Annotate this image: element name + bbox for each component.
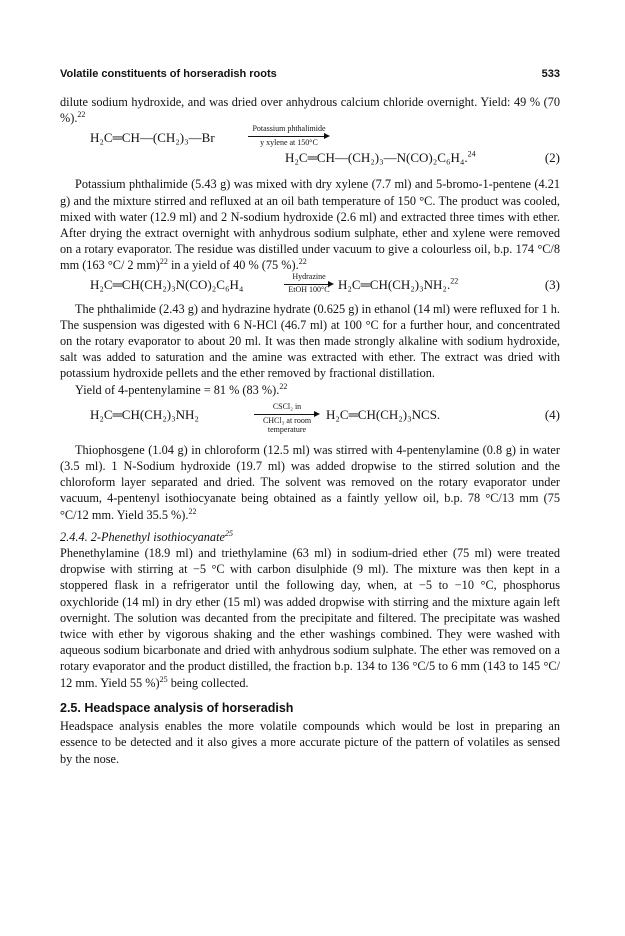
- paragraph-phthalimide: Potassium phthalimide (5.43 g) was mixed with dry xylene (7.7 ml) and 5-bromo-1-pentene (4.21 g) and the mixture stirred and refluxed at an oil bath temperature of 150 °C. The product was cooled, mixed with water (12.9 ml) and 2 N-sodium hydroxide (2.6 ml) and extracted three times with ether. After drying the extract overnight with anhydrous sodium sulphate, ether and xylene were removed on a rotary evaporator. The residue was distilled under vacuum to give a colourless oil, b.p. 174 °C/8 mm (163 °C/ 2 mm)$^{22}$ in a yield of 40 % (75 %).$^{22}$: [60, 177, 560, 273]
- section-heading-2-5: 2.5. Headspace analysis of horseradish: [60, 700, 294, 715]
- eq4-product: H₂C═CH(CH₂)₃NCS.: [326, 406, 441, 422]
- eq4-arrow: [254, 414, 318, 415]
- eq4-reagent-bottom: CHCl₃ at room: [262, 415, 312, 425]
- paragraph-thiophosgene: Thiophosgene (1.04 g) in chloroform (12.5 ml) was stirred with 4-pentenylamine (0.8 g) in water (3.5 ml). 1 N-Sodium hydroxide (19.7 ml) was added dropwise to the stirred solution and the chloroform layer separated and dried. The solvent was removed on the rotary evaporator under vacuum, 4-pentenyl isothiocyanate being obtained as a faintly yellow oil, b.p. 78 °C/13 mm (75 °C/12 mm. Yield 35.5 %).$^{22}$: [60, 442, 560, 522]
- article-body: [60, 94, 560, 767]
- running-header: [60, 68, 560, 84]
- eq2-product: H₂C═CH—(CH₂)₃—N(CO)₂C₆H₄.$^{24}$: [285, 150, 476, 166]
- eq2-arrow: [248, 136, 328, 137]
- paragraph-hydrazine: The phthalimide (2.43 g) and hydrazine hydrate (0.625 g) in ethanol (14 ml) were refluxed for 1 h. The suspension was digested with 6 N-HCl (46.7 ml) at 100 °C for a further hour, and concentrated on the rotary evaporator to about 20 ml. It was then made strongly alkaline with sodium hydroxide, salt was added to saturation and the amine was extracted with ether. The extract was dried with potassium hydroxide pellets and the ether removed by fractional distillation.: [60, 301, 560, 381]
- running-title: Volatile constituents of horseradish roots: [60, 68, 277, 80]
- paragraph-phenethylamine: Phenethylamine (18.9 ml) and triethylamine (63 ml) in sodium-dried ether (75 ml) were treated dropwise with stirring at −5 °C with carbon disulphide (9 ml). The mixture was then kept in a stoppered flask in a refrigerator until the following day, when, at −5 to −10 °C, phosphorus oxychloride (14 ml) in dry ether (15 ml) was added dropwise with stirring and the mixture again left overnight. The solution was decanted from the precipitate and filtered. The precipitate was washed twice with ether by vigorous shaking and the ether washings combined. They were washed with aqueous sodium bicarbonate and dried with anhydrous sodium sulphate. The ether was removed on a rotary evaporator and the product distilled, the fraction b.p. 134 to 136 °C/5 to 6 mm (143 to 145 °C/ 12 mm. Yield 55 %)$^{25}$ being collected.: [60, 546, 560, 690]
- eq2-reactant: H₂C═CH—(CH₂)₃—Br: [90, 130, 215, 146]
- eq3-reagent-bottom: EtOH 100°C: [288, 284, 330, 294]
- ref: 22: [77, 110, 86, 120]
- equation-3: [60, 271, 560, 297]
- eq3-reactant: H₂C═CH(CH₂)₃N(CO)₂C₆H₄: [90, 276, 244, 292]
- section-heading-2-4-4: 2.4.4. 2-Phenethyl isothiocyanate$^{25}$: [60, 528, 233, 544]
- eq4-reagent-top: CSCl₂ in: [272, 401, 302, 411]
- eq2-reagent-bottom: y xylene at 150°C: [260, 138, 318, 148]
- eq4-reactant: H₂C═CH(CH₂)₃NH₂: [90, 406, 199, 422]
- equation-4: [60, 402, 560, 438]
- eq3-product: H₂C═CH(CH₂)₃NH₂.$^{22}$: [338, 276, 459, 292]
- page-number: 533: [541, 68, 560, 80]
- eq4-reagent-bottom-2: temperature: [267, 424, 307, 434]
- paragraph-yield-2: Yield of 4-pentenylamine = 81 % (83 %).$^{22}$: [75, 381, 288, 397]
- eq4-number: (4): [544, 406, 560, 422]
- eq2-number: (2): [544, 150, 560, 166]
- eq3-number: (3): [544, 276, 560, 292]
- paragraph-yield-1: dilute sodium hydroxide, and was dried over anhydrous calcium chloride overnight. Yield: 49 % (70 %).$^{22}$: [60, 95, 560, 126]
- equation-2: [60, 124, 560, 172]
- eq2-reagent-top: Potassium phthalimide: [252, 124, 326, 134]
- eq3-reagent-top: Hydrazine: [292, 271, 326, 281]
- paragraph-headspace: Headspace analysis enables the more volatile compounds which would be lost in preparing an essence to be detected and it also gives a more accurate picture of the pattern of volatiles as sensed by the nose.: [60, 719, 560, 766]
